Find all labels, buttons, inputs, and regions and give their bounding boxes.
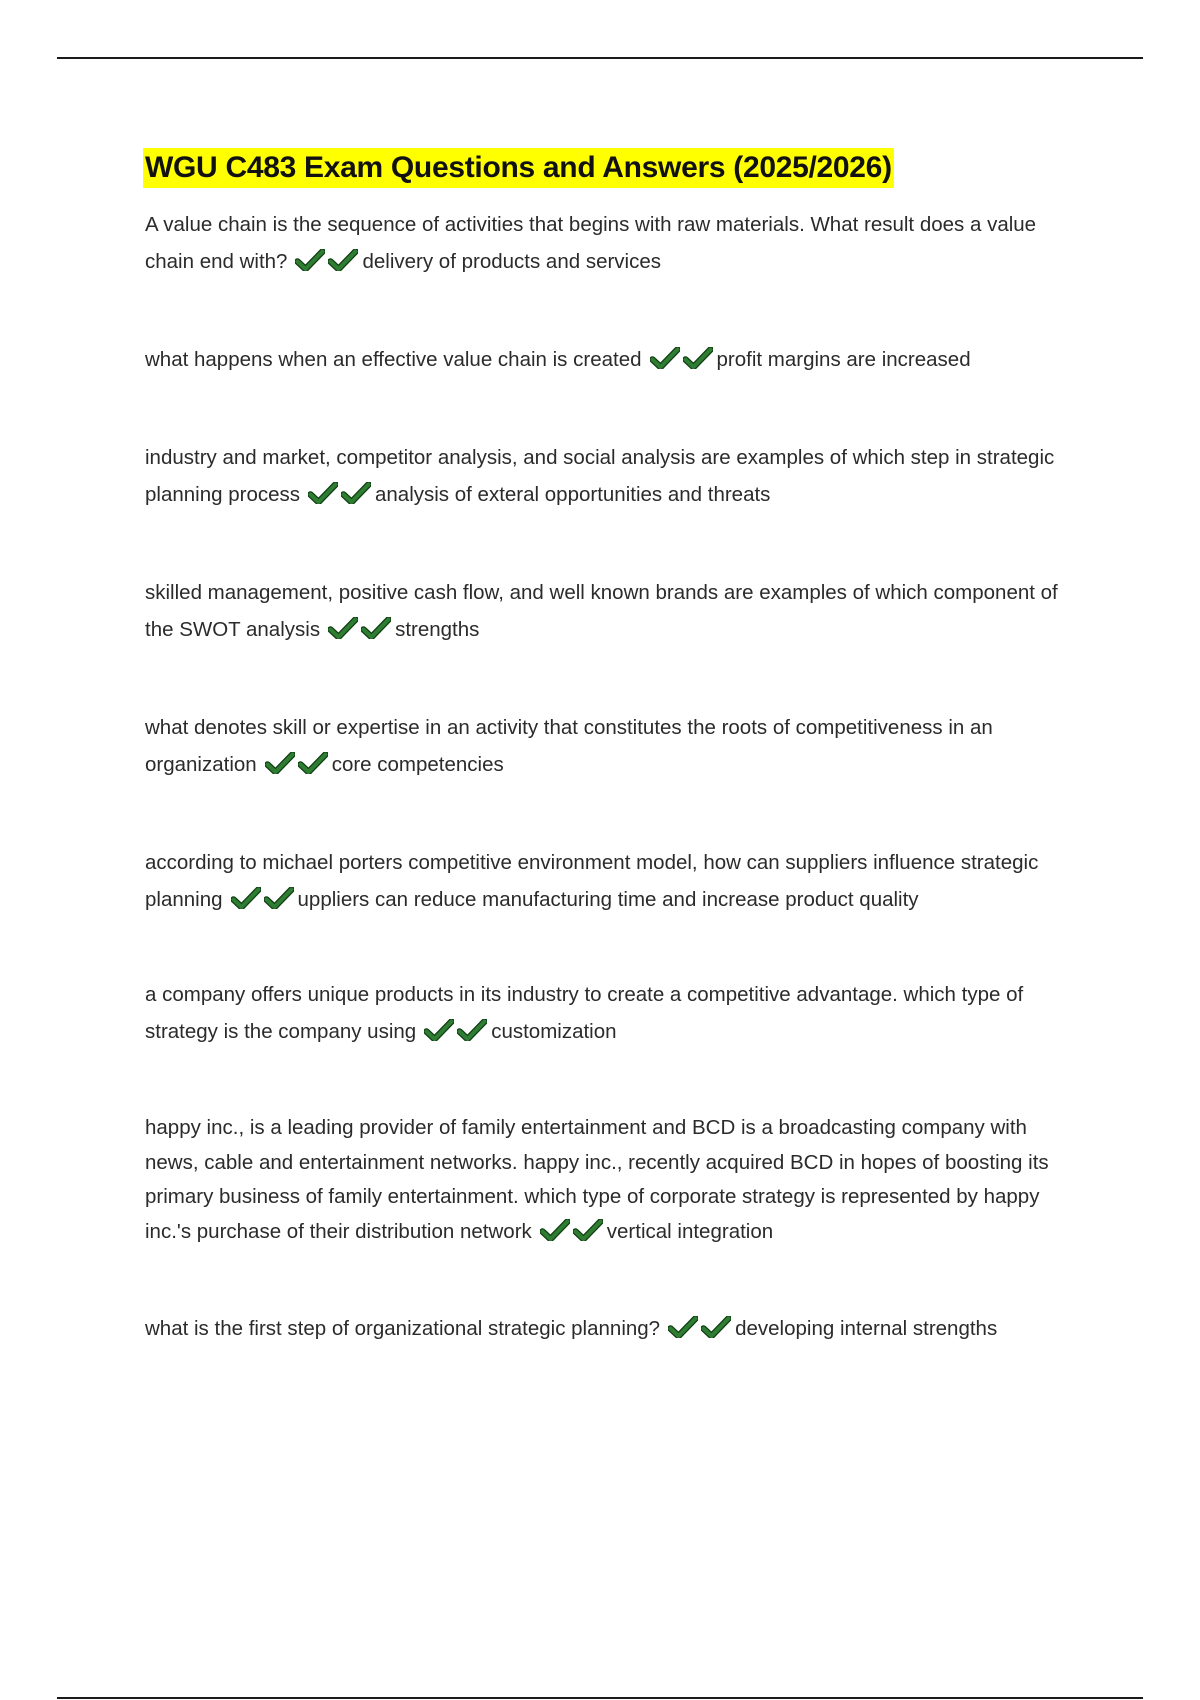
answer-checkmarks bbox=[668, 1313, 734, 1350]
bottom-rule bbox=[57, 1697, 1143, 1699]
checkmark-icon bbox=[264, 887, 294, 909]
checkmark-icon bbox=[361, 617, 391, 639]
answer-text: developing internal strengths bbox=[735, 1317, 998, 1340]
question-text: what is the first step of organizational strategic planning? bbox=[145, 1317, 661, 1340]
qa-item bbox=[145, 439, 1085, 516]
answer-checkmarks bbox=[308, 479, 374, 516]
answer-checkmarks bbox=[328, 614, 394, 651]
answer-text: uppliers can reduce manufacturing time and increase product quality bbox=[297, 888, 919, 911]
qa-item bbox=[145, 976, 1085, 1053]
answer-text: customization bbox=[491, 1020, 617, 1043]
answer-checkmarks bbox=[265, 749, 331, 786]
qa-item bbox=[145, 844, 1085, 921]
checkmark-icon bbox=[295, 249, 325, 271]
checkmark-icon bbox=[701, 1316, 731, 1338]
question-text: happy inc., is a leading provider of family entertainment and BCD is a broadcasting company with news, cable and entertainment networks. happy inc., recently acquired BCD in hopes of boosting its primary business of family entertainment. which type of corporate strategy is represented by happy inc.'s purchase of their distribution network bbox=[145, 1116, 1049, 1243]
question-text: a company offers unique products in its industry to create a competitive advantage. which type of strategy is the company using bbox=[145, 983, 1024, 1043]
checkmark-icon bbox=[668, 1316, 698, 1338]
checkmark-icon bbox=[457, 1019, 487, 1041]
document-title: WGU C483 Exam Questions and Answers (2025/2026) bbox=[143, 148, 894, 188]
answer-text: vertical integration bbox=[606, 1219, 774, 1243]
question-text: what happens when an effective value chain is created bbox=[145, 348, 642, 371]
checkmark-icon bbox=[265, 752, 295, 774]
top-rule bbox=[57, 57, 1143, 59]
answer-text: strengths bbox=[395, 618, 480, 641]
answer-checkmarks bbox=[231, 884, 297, 921]
checkmark-icon bbox=[341, 482, 371, 504]
checkmark-icon bbox=[308, 482, 338, 504]
answer-checkmarks bbox=[650, 344, 716, 381]
checkmark-icon bbox=[328, 249, 358, 271]
question-text: what denotes skill or expertise in an activity that constitutes the roots of competitiveness in an organization bbox=[145, 716, 993, 776]
qa-item bbox=[145, 206, 1085, 283]
answer-text: profit margins are increased bbox=[716, 348, 971, 371]
qa-item bbox=[145, 341, 1085, 381]
checkmark-icon bbox=[298, 752, 328, 774]
answer-text: analysis of exteral opportunities and threats bbox=[375, 483, 771, 506]
answer-checkmarks bbox=[540, 1218, 606, 1253]
question-text: according to michael porters competitive environment model, how can suppliers influence strategic planning bbox=[145, 851, 1039, 911]
answer-text: core competencies bbox=[331, 753, 504, 776]
question-text: skilled management, positive cash flow, and well known brands are examples of which component of the SWOT analysis bbox=[145, 581, 1058, 641]
checkmark-icon bbox=[683, 347, 713, 369]
checkmark-icon bbox=[424, 1019, 454, 1041]
qa-item bbox=[145, 709, 1085, 786]
checkmark-icon bbox=[328, 617, 358, 639]
checkmark-icon bbox=[573, 1219, 603, 1241]
document-body bbox=[145, 148, 1085, 1350]
checkmark-icon bbox=[540, 1219, 570, 1241]
qa-item bbox=[145, 574, 1085, 651]
checkmark-icon bbox=[650, 347, 680, 369]
answer-checkmarks bbox=[295, 246, 361, 283]
qa-item bbox=[145, 1111, 1085, 1252]
answer-checkmarks bbox=[424, 1016, 490, 1053]
question-text: A value chain is the sequence of activities that begins with raw materials. What result does a value chain end with? bbox=[145, 213, 1037, 273]
answer-text: delivery of products and services bbox=[362, 250, 661, 273]
checkmark-icon bbox=[231, 887, 261, 909]
qa-item bbox=[145, 1310, 1085, 1350]
question-text: industry and market, competitor analysis, and social analysis are examples of which step in strategic planning process bbox=[145, 446, 1055, 506]
